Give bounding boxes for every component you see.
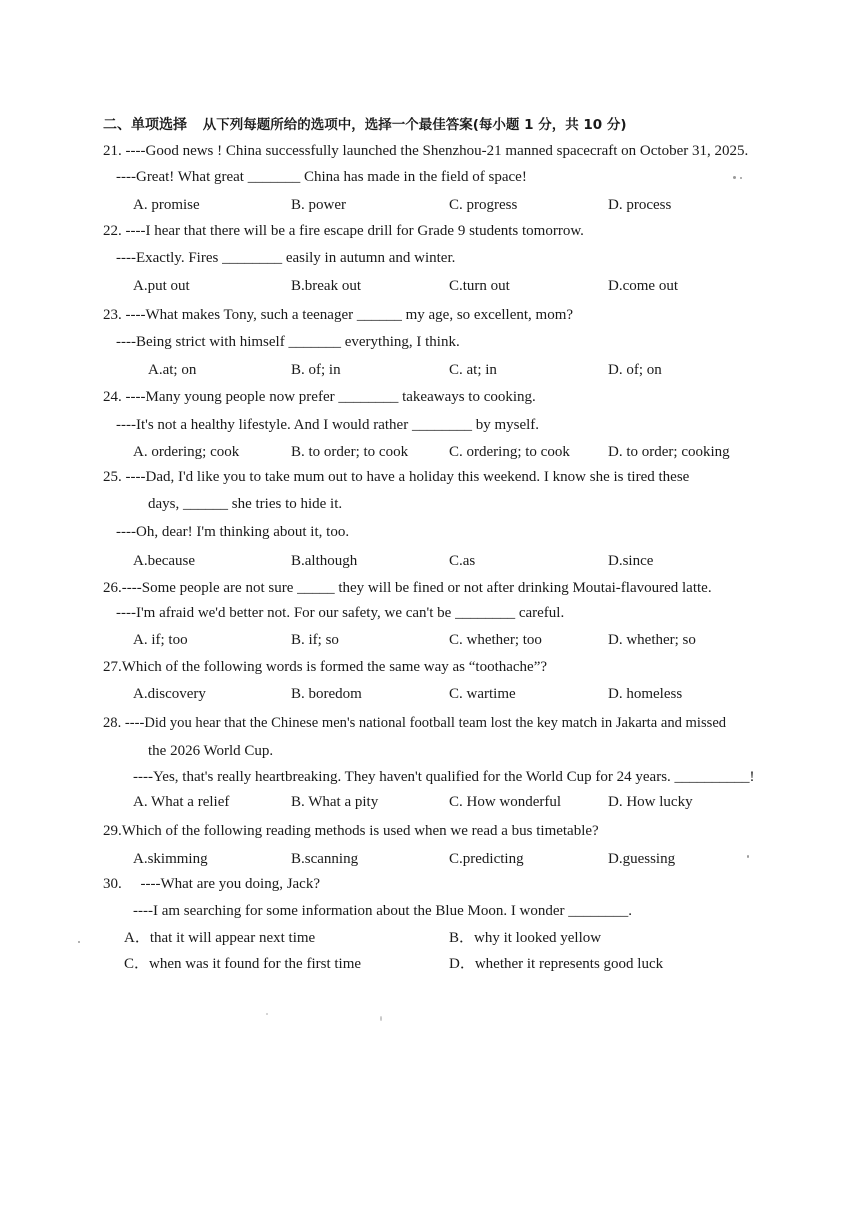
q22-option-b: B.break out (291, 278, 361, 294)
q22-response: ----Exactly. Fires ________ easily in autumn and winter. (116, 250, 456, 266)
section-title: 二、单项选择 (103, 117, 187, 133)
q25-option-c: C.as (449, 553, 476, 569)
q28-stem: 28. ----Did you hear that the Chinese men's national football team lost the key match in Jakarta and missed (103, 715, 727, 731)
q26-option-d: D. whether; so (608, 632, 696, 648)
q24-option-b: B. to order; to cook (291, 444, 409, 460)
q28-option-c: C. How wonderful (449, 794, 562, 810)
q26-option-a: A. if; too (133, 632, 188, 648)
scan-speck (740, 177, 742, 179)
q21-stem: 21. ----Good news ! China successfully launched the Shenzhou-21 manned spacecraft on October 31, 2025. (103, 143, 749, 159)
q23-option-c: C. at; in (449, 362, 497, 378)
q21-option-b: B. power (291, 197, 346, 213)
q24-option-a: A. ordering; cook (133, 444, 240, 460)
q22-stem: 22. ----I hear that there will be a fire escape drill for Grade 9 students tomorrow. (103, 223, 584, 239)
q29-option-a: A.skimming (133, 851, 208, 867)
q25-option-a: A.because (133, 553, 196, 569)
q30-option-d: D．whether it represents good luck (449, 956, 664, 972)
q28-option-b: B. What a pity (291, 794, 379, 810)
q28-stem-continued: the 2026 World Cup. (148, 743, 274, 759)
scan-speck (78, 941, 80, 943)
q25-option-b: B.although (291, 553, 358, 569)
q21-response: ----Great! What great _______ China has made in the field of space! (116, 169, 527, 185)
q27-option-b: B. boredom (291, 686, 362, 702)
q28-response: ----Yes, that's really heartbreaking. They haven't qualified for the World Cup for 24 years. __________! (133, 769, 755, 785)
q25-response: ----Oh, dear! I'm thinking about it, too. (116, 524, 350, 540)
q27-stem: 27.Which of the following words is formed the same way as “toothache”? (103, 659, 548, 675)
q30-option-c: C．when was it found for the first time (124, 956, 362, 972)
q26-response: ----I'm afraid we'd better not. For our safety, we can't be ________ careful. (116, 605, 565, 621)
section-heading (103, 116, 627, 134)
scan-speck (380, 1016, 382, 1021)
q23-option-d: D. of; on (608, 362, 662, 378)
q29-option-b: B.scanning (291, 851, 359, 867)
scan-speck (266, 1013, 268, 1015)
q29-stem: 29.Which of the following reading methods is used when we read a bus timetable? (103, 823, 599, 839)
q21-option-d: D. process (608, 197, 672, 213)
q30-stem: 30. ----What are you doing, Jack? (103, 876, 321, 892)
q27-option-d: D. homeless (608, 686, 683, 702)
q21-option-c: C. progress (449, 197, 518, 213)
q23-response: ----Being strict with himself _______ everything, I think. (116, 334, 460, 350)
q21-option-a: A. promise (133, 197, 200, 213)
q24-response: ----It's not a healthy lifestyle. And I would rather ________ by myself. (116, 417, 540, 433)
q27-option-c: C. wartime (449, 686, 516, 702)
q23-option-a: A.at; on (148, 362, 197, 378)
q25-option-d: D.since (608, 553, 654, 569)
q29-option-d: D.guessing (608, 851, 676, 867)
q30-option-a: A．that it will appear next time (124, 930, 316, 946)
q24-stem: 24. ----Many young people now prefer ________ takeaways to cooking. (103, 389, 536, 405)
q22-option-c: C.turn out (449, 278, 510, 294)
q23-option-b: B. of; in (291, 362, 341, 378)
q25-stem-continued: days, ______ she tries to hide it. (148, 496, 343, 512)
q24-option-c: C. ordering; to cook (449, 444, 570, 460)
q25-stem: 25. ----Dad, I'd like you to take mum out to have a holiday this weekend. I know she is tired these (103, 469, 690, 485)
q28-option-a: A. What a relief (133, 794, 230, 810)
scan-speck (733, 176, 736, 179)
q28-option-d: D. How lucky (608, 794, 693, 810)
q26-stem: 26.----Some people are not sure _____ they will be fined or not after drinking Moutai-flavoured latte. (103, 580, 712, 596)
q27-option-a: A.discovery (133, 686, 206, 702)
scan-speck (747, 855, 749, 858)
q22-option-a: A.put out (133, 278, 190, 294)
section-instruction: 从下列每题所给的选项中，选择一个最佳答案(每小题 1 分，共 10 分) (202, 117, 627, 133)
q30-response: ----I am searching for some information about the Blue Moon. I wonder ________. (133, 903, 633, 919)
q22-option-d: D.come out (608, 278, 678, 294)
q29-option-c: C.predicting (449, 851, 524, 867)
q30-option-b: B．why it looked yellow (449, 930, 602, 946)
q24-option-d: D. to order; cooking (608, 444, 730, 460)
q26-option-b: B. if; so (291, 632, 339, 648)
q26-option-c: C. whether; too (449, 632, 542, 648)
q23-stem: 23. ----What makes Tony, such a teenager ______ my age, so excellent, mom? (103, 307, 574, 323)
